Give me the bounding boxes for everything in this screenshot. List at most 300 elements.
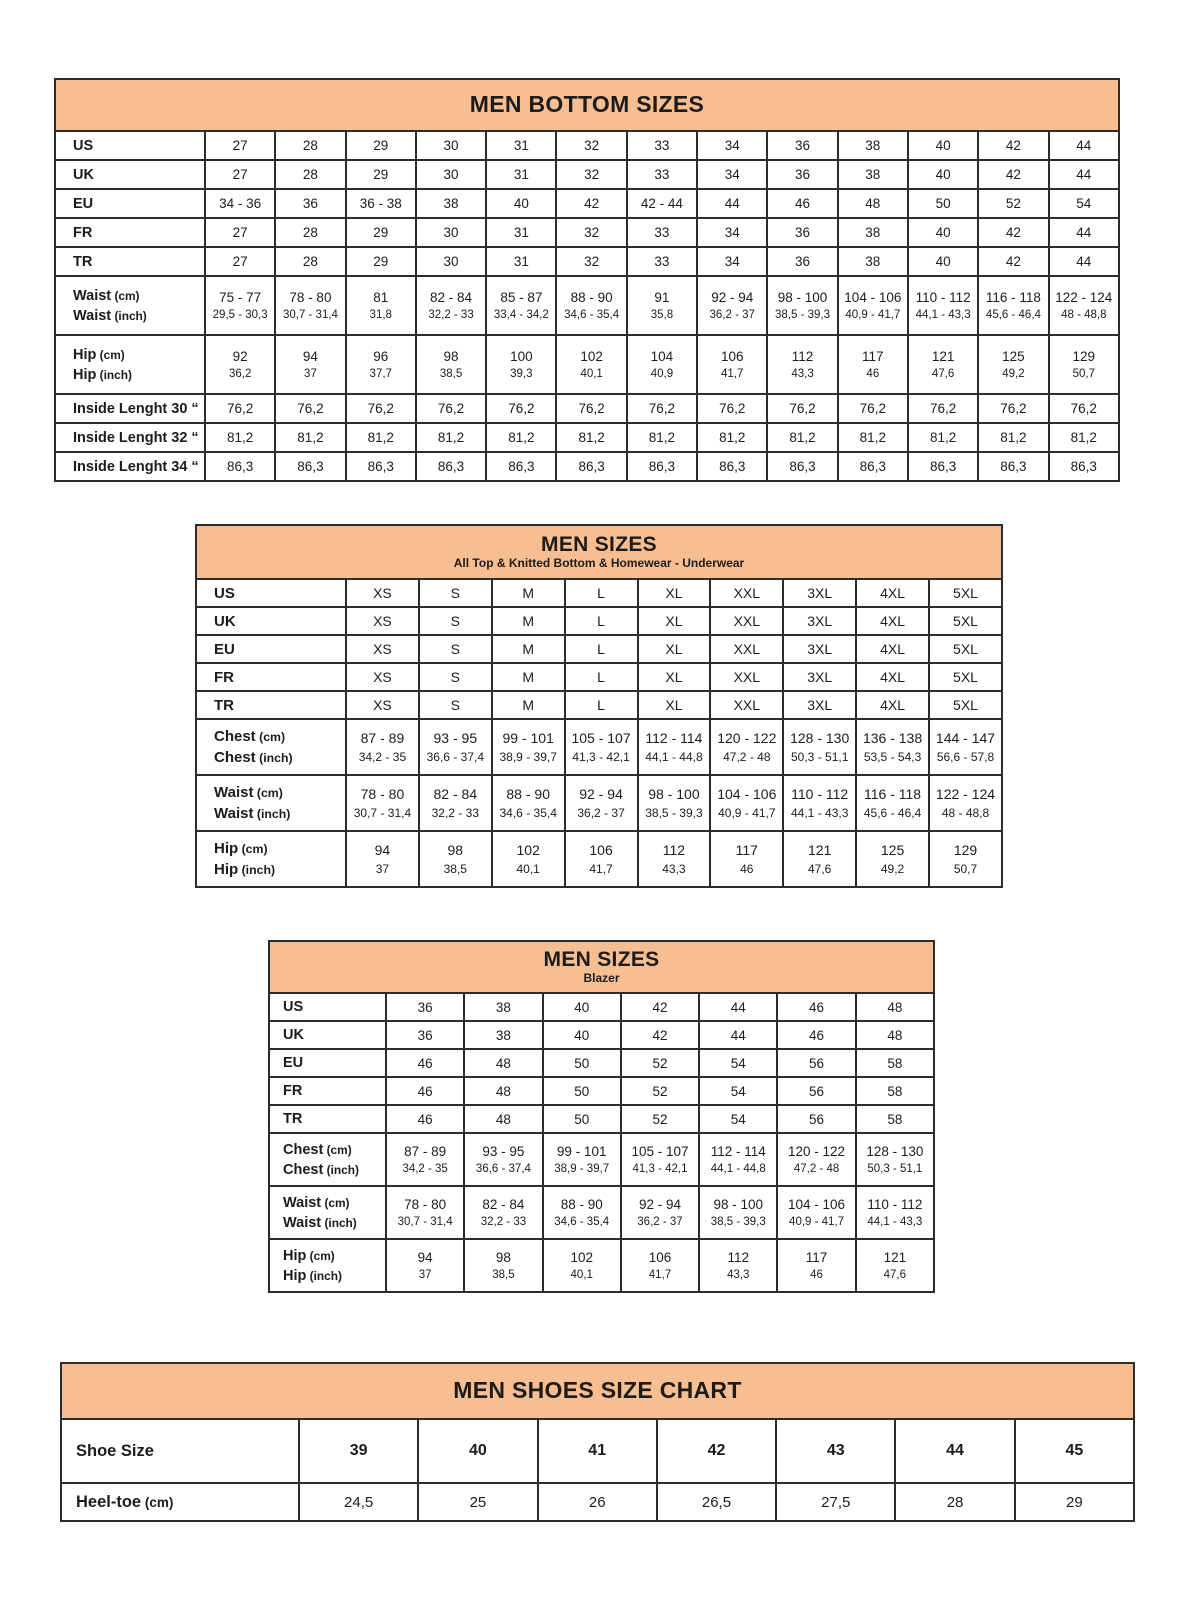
table-cell: 81,2	[908, 423, 978, 452]
table-cell: M	[492, 691, 565, 719]
table-cell	[543, 1186, 621, 1239]
row-label-line	[73, 347, 204, 363]
table-cell: XXL	[710, 635, 783, 663]
row-label	[269, 1186, 386, 1239]
table-cell: 42	[978, 160, 1048, 189]
cell-value-cm: 102	[570, 1250, 593, 1265]
table-cell: 29	[346, 218, 416, 247]
cell-value-cm: 98 - 100	[777, 290, 828, 305]
row-label	[269, 1239, 386, 1292]
table-cell: S	[419, 579, 492, 607]
table-cell: 4XL	[856, 579, 929, 607]
table-cell: 81,2	[556, 423, 626, 452]
row-label-text: Chest	[283, 1161, 324, 1178]
table-cell: 50	[543, 1049, 621, 1077]
cell-value-inch: 38,5	[443, 862, 467, 876]
cell-value-cm: 120 - 122	[717, 730, 777, 746]
cell-value-inch: 44,1 - 43,3	[915, 309, 971, 321]
row-label-text: Heel-toe	[76, 1492, 142, 1511]
table-cell: 81,2	[838, 423, 908, 452]
cell-value-inch: 40,1	[570, 1269, 593, 1281]
table-cell: 40	[908, 160, 978, 189]
table-cell: 36	[767, 218, 837, 247]
cell-value-cm: 120 - 122	[788, 1144, 846, 1159]
cell-value-cm: 81	[373, 290, 389, 305]
table-cell	[838, 335, 908, 394]
table-cell: 36	[386, 1021, 464, 1049]
table-cell	[416, 276, 486, 335]
table-cell: 86,3	[767, 452, 837, 481]
row-label-text: TR	[283, 1111, 303, 1127]
cell-value-cm: 117	[735, 842, 758, 858]
table-cell	[419, 775, 492, 831]
row-label-text: TR	[214, 696, 234, 714]
cell-value-cm: 92 - 94	[579, 786, 623, 802]
table-cell: 44	[699, 993, 777, 1021]
table-cell	[346, 719, 419, 775]
table-cell: 46	[386, 1105, 464, 1133]
table-cell: 81,2	[978, 423, 1048, 452]
row-label-text: Waist	[283, 1214, 322, 1231]
table-cell: 34	[697, 131, 767, 160]
cell-value-inch: 46	[866, 368, 880, 380]
table-cell: 26,5	[657, 1483, 776, 1521]
table-cell: 3XL	[783, 691, 856, 719]
cell-value-cm: 105 - 107	[571, 730, 631, 746]
cell-value-inch: 34,2 - 35	[358, 750, 407, 764]
row-label-line	[283, 1195, 385, 1211]
men-bottom-sizes-table	[54, 78, 1120, 482]
men-top-sizes-table	[195, 524, 1003, 888]
cell-value-inch: 38,5	[492, 1269, 515, 1281]
cell-value-cm: 102	[516, 842, 540, 858]
table-cell: 40	[418, 1419, 537, 1483]
row-label-unit: (inch)	[323, 1162, 359, 1177]
table-cell: L	[565, 607, 638, 635]
table-cell: 42	[978, 131, 1048, 160]
table-cell	[856, 1239, 934, 1292]
table-cell: 58	[856, 1105, 934, 1133]
row-label-text: US	[214, 584, 235, 602]
row-label	[196, 579, 346, 607]
row-label	[269, 1021, 386, 1049]
table-cell: 31	[486, 218, 556, 247]
row-label	[196, 831, 346, 887]
table-header	[54, 78, 1120, 130]
table-cell: L	[565, 663, 638, 691]
table-cell: 86,3	[978, 452, 1048, 481]
cell-value-inch: 38,5 - 39,3	[710, 1216, 766, 1228]
table-cell: 30	[416, 160, 486, 189]
table-row	[269, 1133, 934, 1186]
table-cell	[838, 276, 908, 335]
cell-value-cm: 110 - 112	[915, 290, 971, 305]
cell-value-inch: 49,2	[1002, 368, 1025, 380]
table-cell: 40	[543, 1021, 621, 1049]
table-cell: 81,2	[1049, 423, 1119, 452]
row-label-unit: (cm)	[321, 1195, 350, 1210]
cell-value-cm: 121	[931, 349, 955, 364]
row-label-line	[214, 805, 345, 822]
row-label-text: US	[73, 137, 94, 154]
cell-value-inch: 36,2 - 37	[709, 309, 755, 321]
row-label	[269, 1133, 386, 1186]
table-cell	[1049, 276, 1119, 335]
row-label-text: US	[283, 999, 304, 1015]
table-cell	[978, 335, 1048, 394]
table-cell: 29	[346, 131, 416, 160]
table-cell: 40	[908, 131, 978, 160]
table-cell: 29	[1015, 1483, 1134, 1521]
cell-value-cm: 122 - 124	[1055, 290, 1113, 305]
table-cell: 36	[767, 247, 837, 276]
table-cell: XS	[346, 635, 419, 663]
table-cell: 40	[543, 993, 621, 1021]
table-cell: 42	[978, 218, 1048, 247]
size-table	[195, 578, 1003, 888]
row-label	[55, 247, 205, 276]
table-cell: 32	[556, 218, 626, 247]
row-label-unit: (cm)	[323, 1142, 352, 1157]
table-cell: 36 - 38	[346, 189, 416, 218]
table-cell	[565, 719, 638, 775]
row-label-unit: (inch)	[306, 1268, 342, 1283]
table-cell	[556, 335, 626, 394]
table-cell	[783, 719, 856, 775]
cell-value-inch: 38,9 - 39,7	[554, 1163, 610, 1175]
table-row	[55, 218, 1119, 247]
cell-value-inch: 44,1 - 44,8	[645, 750, 703, 764]
table-cell: 76,2	[556, 394, 626, 423]
table-cell: 28	[275, 247, 345, 276]
men-blazer-sizes-table	[268, 940, 935, 1293]
table-cell: XL	[638, 691, 711, 719]
size-table	[268, 992, 935, 1293]
table-cell	[386, 1186, 464, 1239]
table-cell	[710, 719, 783, 775]
row-label-unit: (inch)	[96, 367, 132, 382]
table-cell: 27	[205, 160, 275, 189]
cell-value-cm: 106	[720, 349, 744, 364]
table-cell: 33	[627, 131, 697, 160]
table-cell: 56	[777, 1105, 855, 1133]
row-label-text: Waist	[73, 287, 112, 304]
table-cell: 34	[697, 247, 767, 276]
cell-value-inch: 32,2 - 33	[431, 806, 479, 820]
table-cell: 38	[838, 247, 908, 276]
table-cell: 46	[777, 1021, 855, 1049]
table-cell	[416, 335, 486, 394]
cell-value-cm: 112 - 114	[645, 730, 703, 746]
table-cell	[486, 335, 556, 394]
table-cell: S	[419, 691, 492, 719]
row-label-text: EU	[73, 195, 94, 212]
table-row	[55, 276, 1119, 335]
table-cell: 42	[621, 993, 699, 1021]
table-cell: XL	[638, 607, 711, 635]
row-label-text: Hip	[283, 1247, 307, 1264]
cell-value-cm: 99 - 101	[556, 1144, 607, 1159]
table-cell: 54	[1049, 189, 1119, 218]
table-cell	[856, 831, 929, 887]
cell-value-inch: 34,2 - 35	[402, 1163, 448, 1175]
table-cell: 36	[386, 993, 464, 1021]
cell-value-inch: 38,5 - 39,3	[645, 806, 703, 820]
table-row	[55, 131, 1119, 160]
table-cell: 33	[627, 218, 697, 247]
table-cell	[783, 775, 856, 831]
row-label-text: FR	[214, 668, 234, 686]
row-label-text: Hip	[73, 346, 97, 363]
table-cell: 56	[777, 1077, 855, 1105]
table-cell: 25	[418, 1483, 537, 1521]
cell-value-cm: 128 - 130	[790, 730, 850, 746]
cell-value-cm: 99 - 101	[502, 730, 554, 746]
table-cell: XS	[346, 579, 419, 607]
cell-value-inch: 46	[740, 862, 754, 876]
table-cell	[638, 719, 711, 775]
cell-value-inch: 31,8	[369, 309, 392, 321]
table-cell	[929, 719, 1002, 775]
cell-value-cm: 88 - 90	[506, 786, 550, 802]
table-cell: 48	[856, 1021, 934, 1049]
table-cell: M	[492, 635, 565, 663]
cell-value-cm: 85 - 87	[500, 290, 543, 305]
table-cell: 27	[205, 247, 275, 276]
row-label-line	[283, 1142, 385, 1158]
table-cell: 81,2	[627, 423, 697, 452]
cell-value-inch: 33,4 - 34,2	[493, 309, 549, 321]
row-label	[196, 663, 346, 691]
table-cell: 86,3	[908, 452, 978, 481]
table-cell: 36	[767, 160, 837, 189]
cell-value-inch: 47,6	[931, 368, 955, 380]
row-label-line	[214, 840, 345, 857]
table-cell: S	[419, 635, 492, 663]
cell-value-inch: 36,2 - 37	[577, 806, 625, 820]
table-cell	[978, 276, 1048, 335]
table-cell	[346, 775, 419, 831]
table-cell: 86,3	[627, 452, 697, 481]
table-title: MEN SIZES	[541, 533, 657, 557]
table-cell: 81,2	[697, 423, 767, 452]
cell-value-cm: 98 - 100	[648, 786, 700, 802]
cell-value-inch: 53,5 - 54,3	[863, 750, 922, 764]
row-label	[269, 1077, 386, 1105]
table-cell	[346, 276, 416, 335]
row-label	[55, 423, 205, 452]
table-cell	[856, 1186, 934, 1239]
row-label-unit: (inch)	[255, 751, 293, 765]
cell-value-inch: 38,5	[439, 368, 463, 380]
cell-value-inch: 43,3	[727, 1269, 750, 1281]
table-cell	[710, 775, 783, 831]
cell-value-inch: 40,1	[516, 862, 540, 876]
table-cell: 42	[657, 1419, 776, 1483]
table-cell: 38	[838, 131, 908, 160]
table-cell: L	[565, 579, 638, 607]
cell-value-cm: 88 - 90	[560, 1197, 603, 1212]
row-label	[55, 276, 205, 335]
cell-value-inch: 47,6	[808, 862, 832, 876]
table-cell	[699, 1239, 777, 1292]
cell-value-cm: 128 - 130	[866, 1144, 924, 1159]
cell-value-cm: 87 - 89	[404, 1144, 447, 1159]
cell-value-cm: 94	[417, 1250, 433, 1265]
table-cell	[908, 335, 978, 394]
table-cell: 28	[275, 160, 345, 189]
table-cell: 86,3	[556, 452, 626, 481]
cell-value-inch: 34,6 - 35,4	[564, 309, 620, 321]
cell-value-cm: 93 - 95	[482, 1144, 525, 1159]
row-label-text: FR	[283, 1083, 303, 1099]
table-cell: 3XL	[783, 635, 856, 663]
table-row	[269, 1105, 934, 1133]
cell-value-cm: 82 - 84	[433, 786, 478, 802]
table-cell: XS	[346, 691, 419, 719]
cell-value-cm: 112 - 114	[710, 1144, 766, 1159]
table-cell: 48	[838, 189, 908, 218]
cell-value-inch: 40,1	[580, 368, 603, 380]
table-row	[196, 579, 1002, 607]
row-label-line	[283, 1162, 385, 1178]
cell-value-inch: 37	[304, 368, 317, 380]
cell-value-cm: 104 - 106	[717, 786, 777, 802]
table-cell: 30	[416, 247, 486, 276]
table-cell	[492, 775, 565, 831]
table-cell: 5XL	[929, 691, 1002, 719]
table-cell: XXL	[710, 607, 783, 635]
table-cell	[638, 775, 711, 831]
table-cell	[205, 335, 275, 394]
row-label-line	[73, 308, 204, 324]
table-cell: S	[419, 607, 492, 635]
table-cell	[638, 831, 711, 887]
table-row	[269, 1186, 934, 1239]
table-cell	[1049, 335, 1119, 394]
table-cell: 44	[697, 189, 767, 218]
cell-value-inch: 45,6 - 46,4	[863, 806, 922, 820]
row-label	[61, 1483, 299, 1521]
row-label	[196, 719, 346, 775]
table-cell: 46	[777, 993, 855, 1021]
table-cell	[346, 831, 419, 887]
table-cell: XXL	[710, 691, 783, 719]
table-cell	[275, 276, 345, 335]
row-label-line	[283, 1268, 385, 1284]
table-cell: 81,2	[275, 423, 345, 452]
table-cell	[565, 775, 638, 831]
row-label-unit: (cm)	[255, 730, 286, 744]
cell-value-cm: 91	[654, 290, 670, 305]
table-cell: 3XL	[783, 607, 856, 635]
men-shoes-size-chart-table	[60, 1362, 1135, 1522]
row-label-line	[73, 288, 204, 304]
table-cell	[492, 831, 565, 887]
cell-value-inch: 44,1 - 44,8	[710, 1163, 766, 1175]
row-label-line	[73, 367, 204, 383]
table-cell: 86,3	[838, 452, 908, 481]
table-cell: 27	[205, 131, 275, 160]
cell-value-inch: 37	[375, 862, 390, 876]
table-cell: 28	[275, 218, 345, 247]
cell-value-inch: 41,7	[648, 1269, 672, 1281]
table-cell: 3XL	[783, 663, 856, 691]
cell-value-cm: 98	[443, 349, 459, 364]
table-cell: 36	[275, 189, 345, 218]
row-label-line	[214, 861, 345, 878]
table-cell	[556, 276, 626, 335]
row-label-line	[214, 728, 345, 745]
cell-value-cm: 122 - 124	[935, 786, 996, 802]
cell-value-inch: 44,1 - 43,3	[867, 1216, 923, 1228]
row-label-text: EU	[283, 1055, 304, 1071]
table-cell: 40	[908, 218, 978, 247]
cell-value-cm: 125	[1002, 349, 1025, 364]
table-cell	[767, 335, 837, 394]
row-label-unit: (cm)	[253, 786, 283, 800]
table-cell: 5XL	[929, 579, 1002, 607]
cell-value-inch: 39,3	[510, 368, 533, 380]
table-cell	[699, 1133, 777, 1186]
cell-value-inch: 50,7	[1072, 368, 1095, 380]
table-cell: 76,2	[416, 394, 486, 423]
table-cell	[856, 719, 929, 775]
table-cell	[386, 1133, 464, 1186]
table-cell: 46	[767, 189, 837, 218]
table-cell: 52	[978, 189, 1048, 218]
table-cell	[627, 335, 697, 394]
row-label-text: Inside Lenght 32 “	[73, 429, 199, 446]
table-cell: 32	[556, 131, 626, 160]
table-cell	[486, 276, 556, 335]
cell-value-inch: 40,9 - 41,7	[789, 1216, 845, 1228]
cell-value-cm: 112	[791, 349, 814, 364]
table-cell: 81,2	[767, 423, 837, 452]
table-cell: 81,2	[416, 423, 486, 452]
table-cell	[464, 1239, 542, 1292]
row-label-text: UK	[73, 166, 94, 183]
cell-value-cm: 105 - 107	[631, 1144, 689, 1159]
table-header	[195, 524, 1003, 578]
table-cell: 34	[697, 218, 767, 247]
table-cell: 76,2	[697, 394, 767, 423]
table-cell: 86,3	[1049, 452, 1119, 481]
size-table	[54, 130, 1120, 482]
cell-value-inch: 41,3 - 42,1	[632, 1163, 688, 1175]
table-cell: 52	[621, 1105, 699, 1133]
table-cell: 76,2	[978, 394, 1048, 423]
table-cell: 38	[838, 218, 908, 247]
table-cell: 34 - 36	[205, 189, 275, 218]
row-label-text: Inside Lenght 34 “	[73, 458, 199, 475]
table-cell: 58	[856, 1049, 934, 1077]
cell-value-inch: 32,2 - 33	[480, 1216, 527, 1228]
cell-value-cm: 106	[648, 1250, 672, 1265]
cell-value-cm: 129	[1072, 349, 1096, 364]
cell-value-inch: 34,6 - 35,4	[554, 1216, 610, 1228]
table-cell: 28	[275, 131, 345, 160]
table-cell: 32	[556, 160, 626, 189]
table-cell: L	[565, 691, 638, 719]
table-row	[269, 1239, 934, 1292]
table-cell: M	[492, 663, 565, 691]
table-cell	[492, 719, 565, 775]
table-cell: 36	[767, 131, 837, 160]
cell-value-inch: 44,1 - 43,3	[791, 806, 849, 820]
cell-value-cm: 112	[662, 842, 686, 858]
cell-value-inch: 30,7 - 31,4	[353, 806, 412, 820]
